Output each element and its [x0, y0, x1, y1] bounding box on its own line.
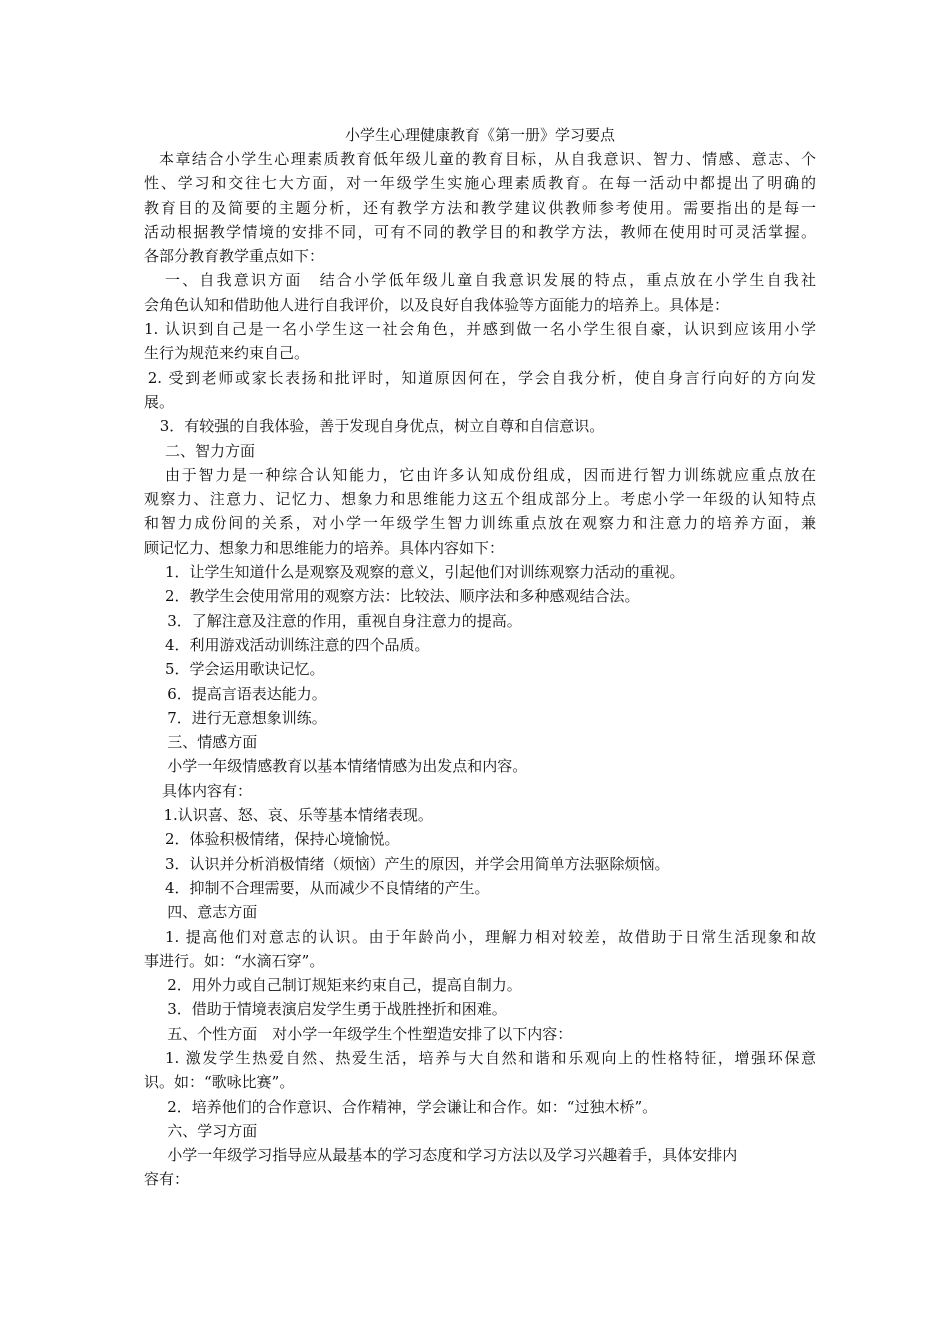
text-line: 1. 激发学生热爱自然、热爱生活，培养与大自然和谐和乐观向上的性格特征，增强环保意	[165, 1048, 816, 1067]
text-line: 5．学会运用歌诀记忆。	[165, 660, 325, 679]
text-line: 活动根据教学情境的安排不同，可有不同的教学目的和教学方法，教师在使用时可灵活掌握。	[144, 222, 816, 241]
text-line: 二、智力方面	[165, 441, 256, 460]
text-line: 1.认识喜、怒、哀、乐等基本情绪表现。	[163, 806, 433, 825]
text-line: 容有：	[144, 1170, 190, 1189]
text-line: 3．有较强的自我体验，善于发现自身优点，树立自尊和自信意识。	[159, 417, 605, 436]
text-line: 1. 认识到自己是一名小学生这一社会角色，并感到做一名小学生很自豪，认识到应该用小学	[144, 320, 816, 339]
text-line: 7．进行无意想象训练。	[167, 708, 327, 727]
text-line: 五、个性方面 对小学一年级学生个性塑造安排了以下内容：	[167, 1024, 573, 1043]
text-line: 2．培养他们的合作意识、合作精神，学会谦让和合作。如：“过独木桥”。	[167, 1097, 658, 1116]
text-line: 1．让学生知道什么是观察及观察的意义，引起他们对训练观察力活动的重视。	[165, 563, 685, 582]
text-line: 具体内容有：	[162, 781, 253, 800]
text-line: 小学一年级情感教育以基本情绪情感为出发点和内容。	[167, 757, 528, 776]
text-line: 3．了解注意及注意的作用，重视自身注意力的提高。	[167, 611, 522, 630]
text-line: 生行为规范来约束自己。	[144, 344, 310, 363]
text-line: 性、学习和交往七大方面，对一年级学生实施心理素质教育。在每一活动中都提出了明确的	[144, 174, 816, 193]
text-line: 2．体验积极情绪，保持心境愉悦。	[165, 830, 400, 849]
text-line: 观察力、注意力、记忆力、想象力和思维能力这五个组成部分上。考虑小学一年级的认知特点	[144, 490, 816, 509]
text-line: 教育目的及简要的主题分析，还有教学方法和教学建议供教师参考使用。需要指出的是每一	[144, 198, 816, 217]
text-line: 2．用外力或自己制订规矩来约束自己，提高自制力。	[167, 976, 522, 995]
text-line: 2. 受到老师或家长表扬和批评时，知道原因何在，学会自我分析，使自身言行向好的方向发	[147, 368, 816, 387]
text-line: 1. 提高他们对意志的认识。由于年龄尚小，理解力相对较差，故借助于日常生活现象和故	[165, 927, 816, 946]
document-body	[144, 123, 816, 1192]
text-line: 会角色认知和借助他人进行自我评价，以及良好自我体验等方面能力的培养上。具体是：	[144, 295, 730, 314]
text-line: 顾记忆力、想象力和思维能力的培养。具体内容如下：	[144, 538, 505, 557]
text-line: 由于智力是一种综合认知能力，它由许多认知成份组成，因而进行智力训练就应重点放在	[165, 465, 816, 484]
document-title: 小学生心理健康教育《第一册》学习要点	[344, 126, 615, 144]
text-line: 4．利用游戏活动训练注意的四个品质。	[165, 635, 430, 654]
text-line: 4．抑制不合理需要，从而减少不良情绪的产生。	[165, 878, 490, 897]
text-line: 四、意志方面	[167, 903, 258, 922]
text-line: 三、情感方面	[167, 733, 258, 752]
text-line: 各部分教育教学重点如下：	[144, 247, 325, 266]
text-line: 2．教学生会使用常用的观察方法：比较法、顺序法和多种感观结合法。	[165, 587, 640, 606]
text-line: 6．提高言语表达能力。	[167, 684, 327, 703]
text-line: 3．认识并分析消极情绪（烦恼）产生的原因，并学会用简单方法驱除烦恼。	[165, 854, 670, 873]
text-line: 展。	[144, 392, 175, 411]
text-line: 识。如：“歌咏比赛”。	[144, 1073, 295, 1092]
text-line: 一、自我意识方面 结合小学低年级儿童自我意识发展的特点，重点放在小学生自我社	[165, 271, 816, 290]
text-line: 六、学习方面	[167, 1121, 258, 1140]
text-line: 事进行。如：“水滴石穿”。	[144, 951, 325, 970]
text-line: 3．借助于情境表演启发学生勇于战胜挫折和困难。	[167, 1000, 507, 1019]
text-line: 和智力成份间的关系，对小学一年级学生智力训练重点放在观察力和注意力的培养方面，兼	[144, 514, 816, 533]
text-line: 小学一年级学习指导应从最基本的学习态度和学习方法以及学习兴趣着手，具体安排内	[167, 1146, 738, 1165]
document-text	[144, 147, 816, 1192]
text-line: 本章结合小学生心理素质教育低年级儿童的教育目标，从自我意识、智力、情感、意志、个	[159, 150, 816, 168]
